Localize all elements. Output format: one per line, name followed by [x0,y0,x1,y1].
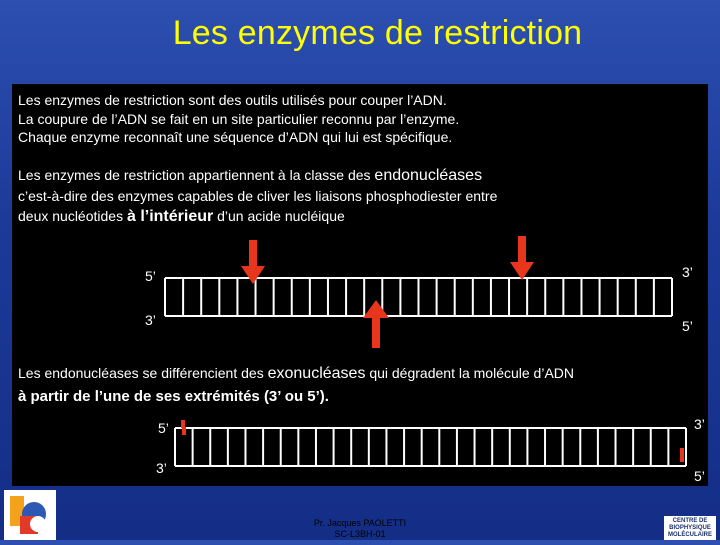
para2-line2: c’est-à-dire des enzymes capables de cliver les liaisons phosphodiester entre [18,188,498,204]
dna2-label-bottom-left: 3’ [156,460,167,476]
dna2-label-bottom-right: 5’ [694,468,705,484]
para2-line1-text: Les enzymes de restriction appartiennent à la classe des [18,167,375,183]
slide-title: Les enzymes de restriction [172,14,583,52]
dna1-label-top-right: 3’ [682,264,693,280]
footer-code: SC-L3BH-01 [334,529,386,539]
para2-endonucleases: endonucléases [374,167,483,184]
para3-line1-end: qui dégradent la molécule d’ADN [365,365,575,381]
dna2-label-top-left: 5’ [158,420,169,436]
para1-line1: Les enzymes de restriction sont des outils utilisés pour couper l’ADN. [18,92,447,108]
dna2-label-top-right: 3’ [694,416,705,432]
para3-exonucleases: exonucléases [267,365,366,382]
exo-arrow-up [182,427,186,435]
footer [0,518,720,540]
cut-arrow-down-2 [510,236,534,280]
para2-line3-text: deux nucléotides [18,208,127,224]
dna1-label-top-left: 5’ [145,268,156,284]
para1-line2: La coupure de l’ADN se fait en un site particulier reconnu par l’enzyme. [18,111,460,127]
para1-line3: Chaque enzyme reconnaît une séquence d’ADN qui lui est spécifique. [18,129,453,145]
footer-author: Pr. Jacques PAOLETTI [313,518,407,528]
para3-line2: à partir de l’une de ses extrémités (3’ ou 5’). [18,388,329,405]
para2-line3-end: d’un acide nucléique [213,208,345,224]
para3-line1 [18,364,574,383]
cut-arrow-up-1 [363,300,389,348]
cbm-logo: CENTRE DE BIOPHYSIQUE MOLÉCULAIRE [664,516,716,540]
dna1-label-bottom-right: 5’ [682,318,693,334]
dna1-label-bottom-left: 3’ [145,312,156,328]
para2-interieur: à l’intérieur [126,208,214,225]
para3-line1-text: Les endonucléases se différencient des [18,365,268,381]
